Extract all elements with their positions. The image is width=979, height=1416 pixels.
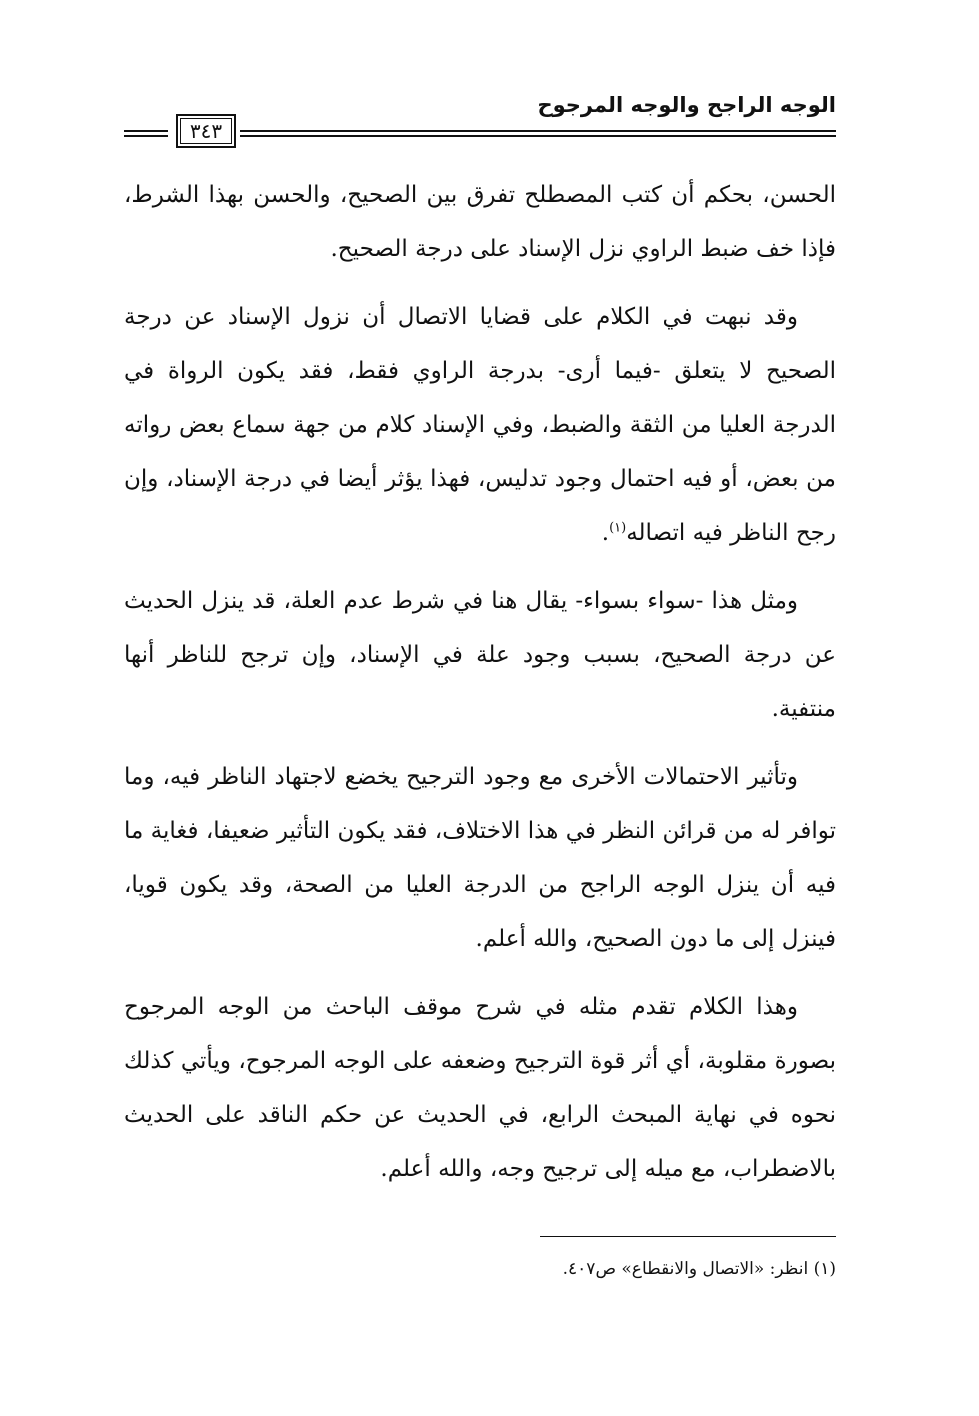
footnote-separator <box>540 1236 836 1237</box>
paragraph-2-end: . <box>601 520 610 546</box>
footnote-marker: (١) <box>609 520 627 536</box>
paragraph-2 <box>124 290 836 560</box>
page-number: ٣٤٣ <box>176 114 236 148</box>
body-text <box>124 168 836 1210</box>
paragraph-5: وهذا الكلام تقدم مثله في شرح موقف الباحث من الوجه المرجوح بصورة مقلوبة، أي أثر قوة الترجيح وضعفه على الوجه المرجوح، ويأتي كذلك نحوه في نهاية المبحث الرابع، في الحديث عن حكم الناقد على الحديث بالاضطراب، مع ميله إلى ترجيح وجه، والله أعلم. <box>124 994 836 1182</box>
paragraph-3: ومثل هذا -سواء بسواء- يقال هنا في شرط عدم العلة، قد ينزل الحديث عن درجة الصحيح، بسبب وجود علة في الإسناد، وإن ترجح للناظر أنها منتفية. <box>124 588 836 722</box>
paragraph-4: وتأثير الاحتمالات الأخرى مع وجود الترجيح يخضع لاجتهاد الناظر فيه، وما توافر له من قرائن النظر في هذا الاختلاف، فقد يكون التأثير ضعيفا، فغاية ما فيه أن ينزل الوجه الراجح من الدرجة العليا من الصحة، وقد يكون قويا، فينزل إلى ما دون الصحيح، والله أعلم. <box>124 764 836 952</box>
footnote: (١) انظر: «الاتصال والانقطاع» ص٤٠٧. <box>562 1259 836 1279</box>
paragraph-2-text: وقد نبهت في الكلام على قضايا الاتصال أن نزول الإسناد عن درجة الصحيح لا يتعلق -فيما أرى- بدرجة الراوي فقط، فقد يكون الرواة في الدرجة العليا من الثقة والضبط، وفي الإسناد كلام من جهة سماع بعض رواته من بعض، أو فيه احتمال وجود تدليس، فهذا يؤثر أيضا في درجة الإسناد، وإن رجح الناظر فيه اتصاله <box>124 304 836 546</box>
running-title: الوجه الراجح والوجه المرجوح <box>537 93 836 117</box>
header-rule-short <box>124 130 168 137</box>
header-rule-long <box>240 130 836 137</box>
paragraph-1: الحسن، بحكم أن كتب المصطلح تفرق بين الصحيح، والحسن بهذا الشرط، فإذا خف ضبط الراوي نزل الإسناد على درجة الصحيح. <box>124 182 836 262</box>
page-header <box>124 86 836 150</box>
